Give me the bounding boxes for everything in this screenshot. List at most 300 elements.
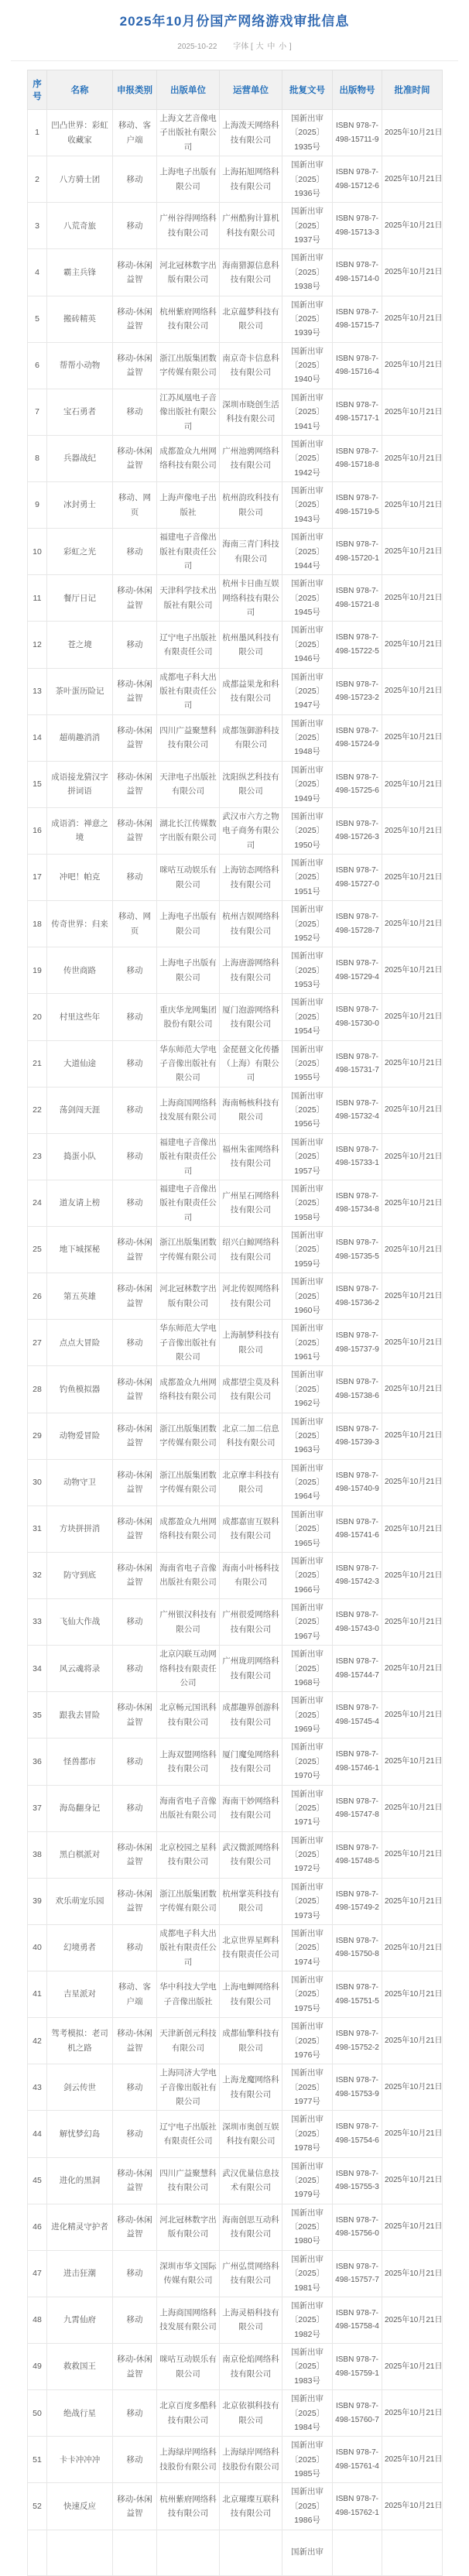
cell-publisher: 深圳市华文国际传媒有限公司 — [157, 2250, 220, 2297]
cell-approval-date: 2025年10月21日 — [382, 1646, 443, 1692]
cell-isbn: ISBN 978-7-498-15746-1 — [333, 1738, 382, 1785]
cell-approval-number: 国新出审〔2025〕1979号 — [282, 2157, 333, 2204]
cell-game-name: 彩虹之光 — [47, 529, 113, 575]
cell-approval-date: 2025年10月21日 — [382, 575, 443, 622]
cell-game-name: 防守到底 — [47, 1552, 113, 1598]
cell-operator — [220, 2530, 282, 2575]
cell-isbn: ISBN 978-7-498-15724-9 — [333, 714, 382, 761]
cell-publisher: 北京校园之星科技有限公司 — [157, 1831, 220, 1878]
cell-isbn: ISBN 978-7-498-15738-6 — [333, 1366, 382, 1413]
cell-approval-date: 2025年10月21日 — [382, 714, 443, 761]
cell-operator: 上海唐游网络科技有限公司 — [220, 947, 282, 994]
cell-game-name: 冲吧！帕克 — [47, 855, 113, 901]
cell-approval-number: 国新出审〔2025〕1964号 — [282, 1459, 333, 1506]
cell-approval-number: 国新出审〔2025〕1941号 — [282, 389, 333, 435]
cell-publisher: 广州谷得网络科技有限公司 — [157, 203, 220, 249]
cell-approval-date: 2025年10月21日 — [382, 1133, 443, 1180]
bracket-open: [ — [251, 43, 253, 51]
cell-index: 50 — [28, 2390, 47, 2437]
cell-operator: 成都望尘莫及科技有限公司 — [220, 1366, 282, 1413]
cell-approval-number: 国新出审〔2025〕1961号 — [282, 1320, 333, 1366]
cell-publisher: 河北冠林数字出版有限公司 — [157, 2204, 220, 2250]
header-index: 序号 — [28, 70, 47, 110]
cell-operator: 海南小叶杨科技有限公司 — [220, 1552, 282, 1598]
cell-operator: 杭州吉娱网络科技有限公司 — [220, 901, 282, 947]
cell-publisher: 河北冠林数字出版有限公司 — [157, 1273, 220, 1320]
cell-approval-number: 国新出审〔2025〕1965号 — [282, 1506, 333, 1552]
table-row — [28, 2297, 443, 2343]
cell-index: 52 — [28, 2483, 47, 2530]
cell-operator: 上海制梦科技有限公司 — [220, 1320, 282, 1366]
cell-isbn: ISBN 978-7-498-15761-4 — [333, 2437, 382, 2483]
cell-index: 26 — [28, 1273, 47, 1320]
cell-publisher: 成都盈众九州网络科技有限公司 — [157, 435, 220, 481]
cell-isbn: ISBN 978-7-498-15745-4 — [333, 1692, 382, 1738]
table-row — [28, 622, 443, 668]
cell-category: 移动-休闲益智 — [113, 807, 157, 854]
cell-index: 39 — [28, 1878, 47, 1924]
cell-approval-number: 国新出审〔2025〕1942号 — [282, 435, 333, 481]
cell-approval-number: 国新出审〔2025〕1953号 — [282, 947, 333, 994]
cell-category: 移动-休闲益智 — [113, 1366, 157, 1413]
cell-category: 移动-休闲益智 — [113, 2483, 157, 2530]
table-row — [28, 994, 443, 1040]
cell-isbn: ISBN 978-7-498-15757-7 — [333, 2250, 382, 2297]
table-row — [28, 1552, 443, 1598]
cell-operator: 海南三青门科技有限公司 — [220, 529, 282, 575]
table-row — [28, 1738, 443, 1785]
cell-game-name: 幻境勇者 — [47, 1924, 113, 1971]
cell-approval-number: 国新出审〔2025〕1966号 — [282, 1552, 333, 1598]
cell-operator: 金琵琶文化传播（上海）有限公司 — [220, 1040, 282, 1087]
cell-publisher: 浙江出版集团数字传媒有限公司 — [157, 1878, 220, 1924]
cell-category: 移动 — [113, 1646, 157, 1692]
cell-isbn: ISBN 978-7-498-15741-6 — [333, 1506, 382, 1552]
cell-approval-date: 2025年10月21日 — [382, 389, 443, 435]
cell-isbn: ISBN 978-7-498-15735-5 — [333, 1227, 382, 1273]
table-row — [28, 1785, 443, 1831]
cell-game-name: 飞仙大作战 — [47, 1599, 113, 1646]
cell-index: 42 — [28, 2018, 47, 2064]
cell-publisher: 北京畅元国讯科技有限公司 — [157, 1692, 220, 1738]
cell-operator: 北京依祺科技有限公司 — [220, 2390, 282, 2437]
cell-publisher: 辽宁电子出版社有限责任公司 — [157, 622, 220, 668]
table-row — [28, 714, 443, 761]
cell-index: 4 — [28, 249, 47, 296]
cell-isbn: ISBN 978-7-498-15732-4 — [333, 1087, 382, 1133]
cell-operator: 福州朱雀网络科技有限公司 — [220, 1133, 282, 1180]
cell-index: 37 — [28, 1785, 47, 1831]
cell-approval-number: 国新出审〔2025〕1976号 — [282, 2018, 333, 2064]
cell-approval-number: 国新出审〔2025〕1977号 — [282, 2064, 333, 2111]
cell-operator: 河北传娱网络科技有限公司 — [220, 1273, 282, 1320]
cell-category: 移动 — [113, 2111, 157, 2157]
cell-isbn: ISBN 978-7-498-15736-2 — [333, 1273, 382, 1320]
cell-approval-number: 国新出审〔2025〕1952号 — [282, 901, 333, 947]
cell-publisher: 广州银汉科技有限公司 — [157, 1599, 220, 1646]
cell-approval-date: 2025年10月21日 — [382, 110, 443, 156]
cell-approval-number: 国新出审〔2025〕1950号 — [282, 807, 333, 854]
cell-approval-number: 国新出审〔2025〕1978号 — [282, 2111, 333, 2157]
publish-date: 2025-10-22 — [177, 43, 217, 51]
cell-operator: 广州星石网络科技有限公司 — [220, 1180, 282, 1226]
cell-approval-date: 2025年10月21日 — [382, 1785, 443, 1831]
cell-category: 移动、客户端 — [113, 1971, 157, 2018]
cell-index: 48 — [28, 2297, 47, 2343]
cell-isbn: ISBN 978-7-498-15747-8 — [333, 1785, 382, 1831]
cell-publisher: 上海双盟网络科技有限公司 — [157, 1738, 220, 1785]
cell-approval-number: 国新出审〔2025〕1985号 — [282, 2437, 333, 2483]
cell-isbn: ISBN 978-7-498-15758-4 — [333, 2297, 382, 2343]
cell-isbn: ISBN 978-7-498-15739-3 — [333, 1413, 382, 1459]
cell-index: 47 — [28, 2250, 47, 2297]
cell-index: 1 — [28, 110, 47, 156]
approval-table — [27, 70, 443, 2576]
cell-category: 移动 — [113, 994, 157, 1040]
cell-publisher: 上海商国网络科技发展有限公司 — [157, 2297, 220, 2343]
cell-approval-number: 国新出审〔2025〕1983号 — [282, 2344, 333, 2390]
cell-isbn: ISBN 978-7-498-15716-4 — [333, 342, 382, 389]
cell-approval-number: 国新出审〔2025〕1943号 — [282, 482, 333, 529]
cell-approval-date: 2025年10月21日 — [382, 1738, 443, 1785]
cell-operator: 北京蕴梦科技有限公司 — [220, 296, 282, 342]
cell-game-name: 怪兽都市 — [47, 1738, 113, 1785]
cell-index: 38 — [28, 1831, 47, 1878]
cell-isbn: ISBN 978-7-498-15715-7 — [333, 296, 382, 342]
cell-approval-number: 国新出审〔2025〕1982号 — [282, 2297, 333, 2343]
table-row — [28, 1273, 443, 1320]
cell-game-name: 八荒奇旅 — [47, 203, 113, 249]
cell-operator: 北京璀璨互联科技有限公司 — [220, 2483, 282, 2530]
cell-operator: 北京二加二信息科技有限公司 — [220, 1413, 282, 1459]
cell-approval-date: 2025年10月21日 — [382, 1692, 443, 1738]
cell-isbn: ISBN 978-7-498-15718-8 — [333, 435, 382, 481]
cell-isbn: ISBN 978-7-498-15711-9 — [333, 110, 382, 156]
cell-operator: 海南猎源信息科技有限公司 — [220, 249, 282, 296]
cell-index: 21 — [28, 1040, 47, 1087]
cell-index: 9 — [28, 482, 47, 529]
cell-isbn: ISBN 978-7-498-15737-9 — [333, 1320, 382, 1366]
cell-approval-number: 国新出审〔2025〕1980号 — [282, 2204, 333, 2250]
cell-category: 移动-休闲益智 — [113, 1459, 157, 1506]
cell-publisher: 四川广益聚慧科技有限公司 — [157, 2157, 220, 2204]
font-size-small[interactable]: 小 — [279, 43, 287, 51]
cell-category: 移动 — [113, 1599, 157, 1646]
cell-isbn: ISBN 978-7-498-15744-7 — [333, 1646, 382, 1692]
cell-category: 移动-休闲益智 — [113, 2018, 157, 2064]
table-row — [28, 1831, 443, 1878]
cell-isbn: ISBN 978-7-498-15754-6 — [333, 2111, 382, 2157]
cell-index: 2 — [28, 156, 47, 203]
cell-publisher: 海南省电子音像出版社有限公司 — [157, 1785, 220, 1831]
cell-operator: 成都瓴御游科技有限公司 — [220, 714, 282, 761]
cell-game-name: 宝石勇者 — [47, 389, 113, 435]
cell-approval-number: 国新出审〔2025〕1975号 — [282, 1971, 333, 2018]
cell-index: 44 — [28, 2111, 47, 2157]
cell-game-name: 快速反应 — [47, 2483, 113, 2530]
cell-category: 移动 — [113, 1087, 157, 1133]
table-row — [28, 947, 443, 994]
table-row — [28, 249, 443, 296]
cell-isbn: ISBN 978-7-498-15748-5 — [333, 1831, 382, 1878]
cell-index: 18 — [28, 901, 47, 947]
cell-publisher: 天津电子出版社有限公司 — [157, 761, 220, 807]
cell-isbn: ISBN 978-7-498-15730-0 — [333, 994, 382, 1040]
cell-index: 35 — [28, 1692, 47, 1738]
cell-game-name: 绝战行星 — [47, 2390, 113, 2437]
cell-category: 移动-休闲益智 — [113, 1692, 157, 1738]
cell-game-name: 八方骑士团 — [47, 156, 113, 203]
cell-operator: 上海电蝉网络科技有限公司 — [220, 1971, 282, 2018]
cell-approval-number: 国新出审〔2025〕1956号 — [282, 1087, 333, 1133]
table-row — [28, 1087, 443, 1133]
cell-category: 移动-休闲益智 — [113, 1413, 157, 1459]
cell-operator: 绍兴白鲸网络科技有限公司 — [220, 1227, 282, 1273]
cell-approval-number: 国新出审〔2025〕1937号 — [282, 203, 333, 249]
table-row — [28, 1320, 443, 1366]
cell-category: 移动-休闲益智 — [113, 1552, 157, 1598]
cell-approval-number: 国新出审〔2025〕1972号 — [282, 1831, 333, 1878]
cell-isbn: ISBN 978-7-498-15756-0 — [333, 2204, 382, 2250]
cell-isbn: ISBN 978-7-498-15733-1 — [333, 1133, 382, 1180]
cell-publisher: 湖北长江传媒数字出版有限公司 — [157, 807, 220, 854]
cell-game-name: 传奇世界：归来 — [47, 901, 113, 947]
cell-game-name: 霸主兵锋 — [47, 249, 113, 296]
cell-publisher: 成都电子科大出版社有限责任公司 — [157, 668, 220, 714]
cell-game-name: 冰封勇士 — [47, 482, 113, 529]
cell-publisher: 北京闪联互动网络科技有限责任公司 — [157, 1646, 220, 1692]
table-row — [28, 2250, 443, 2297]
cell-isbn: ISBN 978-7-498-15734-8 — [333, 1180, 382, 1226]
cell-isbn: ISBN 978-7-498-15743-0 — [333, 1599, 382, 1646]
cell-operator: 深圳市晓创生活科技有限公司 — [220, 389, 282, 435]
cell-approval-number: 国新出审〔2025〕1957号 — [282, 1133, 333, 1180]
cell-category: 移动、客户端 — [113, 110, 157, 156]
cell-category — [113, 2530, 157, 2575]
cell-index: 17 — [28, 855, 47, 901]
table-row — [28, 529, 443, 575]
cell-operator: 广州池骋网络科技有限公司 — [220, 435, 282, 481]
cell-category: 移动 — [113, 622, 157, 668]
cell-isbn: ISBN 978-7-498-15720-1 — [333, 529, 382, 575]
cell-category: 移动-休闲益智 — [113, 1878, 157, 1924]
cell-approval-date: 2025年10月21日 — [382, 156, 443, 203]
cell-index: 31 — [28, 1506, 47, 1552]
cell-index: 13 — [28, 668, 47, 714]
cell-category: 移动、网页 — [113, 482, 157, 529]
cell-isbn: ISBN 978-7-498-15727-0 — [333, 855, 382, 901]
cell-isbn: ISBN 978-7-498-15762-1 — [333, 2483, 382, 2530]
cell-game-name: 村里这些年 — [47, 994, 113, 1040]
cell-approval-number: 国新出审〔2025〕1944号 — [282, 529, 333, 575]
cell-category: 移动-休闲益智 — [113, 714, 157, 761]
cell-index: 32 — [28, 1552, 47, 1598]
cell-operator: 武汉微派网络科技有限公司 — [220, 1831, 282, 1878]
cell-approval-number: 国新出审〔2025〕1984号 — [282, 2390, 333, 2437]
cell-category: 移动 — [113, 2297, 157, 2343]
cell-operator: 沈阳纵艺科技有限公司 — [220, 761, 282, 807]
cell-approval-date: 2025年10月21日 — [382, 1599, 443, 1646]
cell-publisher: 成都电子科大出版社有限责任公司 — [157, 1924, 220, 1971]
cell-isbn — [333, 2530, 382, 2575]
cell-game-name: 动物爱冒险 — [47, 1413, 113, 1459]
cell-operator: 成都仙擎科技有限公司 — [220, 2018, 282, 2064]
cell-publisher: 重庆华龙网集团股份有限公司 — [157, 994, 220, 1040]
cell-game-name: 欢乐萌宠乐园 — [47, 1878, 113, 1924]
table-row — [28, 761, 443, 807]
cell-game-name: 卡卡冲冲冲 — [47, 2437, 113, 2483]
cell-approval-number: 国新出审〔2025〕1971号 — [282, 1785, 333, 1831]
cell-approval-date: 2025年10月21日 — [382, 296, 443, 342]
table-row — [28, 2111, 443, 2157]
cell-operator: 上海灵梧科技有限公司 — [220, 2297, 282, 2343]
table-row — [28, 2483, 443, 2530]
cell-publisher: 成都盈众九州网络科技有限公司 — [157, 1366, 220, 1413]
cell-approval-number: 国新出审〔2025〕1962号 — [282, 1366, 333, 1413]
cell-approval-number: 国新出审〔2025〕1969号 — [282, 1692, 333, 1738]
page-title: 2025年10月份国产网络游戏审批信息 — [119, 14, 350, 29]
cell-isbn: ISBN 978-7-498-15726-3 — [333, 807, 382, 854]
cell-category: 移动 — [113, 2064, 157, 2111]
page-header — [11, 0, 458, 61]
cell-approval-date: 2025年10月21日 — [382, 1227, 443, 1273]
cell-operator: 广州很爱网络科技有限公司 — [220, 1599, 282, 1646]
cell-category: 移动 — [113, 203, 157, 249]
cell-approval-date: 2025年10月21日 — [382, 2390, 443, 2437]
table-row — [28, 203, 443, 249]
cell-approval-number: 国新出审〔2025〕1940号 — [282, 342, 333, 389]
cell-game-name: 海岛翻身记 — [47, 1785, 113, 1831]
cell-operator: 南京奇卡信息科技有限公司 — [220, 342, 282, 389]
cell-operator: 杭州掌英科技有限公司 — [220, 1878, 282, 1924]
table-row — [28, 1227, 443, 1273]
cell-approval-date: 2025年10月21日 — [382, 1831, 443, 1878]
cell-approval-number: 国新出审〔2025〕1986号 — [282, 2483, 333, 2530]
cell-isbn: ISBN 978-7-498-15722-5 — [333, 622, 382, 668]
cell-game-name: 苍之境 — [47, 622, 113, 668]
cell-publisher: 华东师范大学电子音像出版社有限公司 — [157, 1040, 220, 1087]
cell-operator: 厦门泡游网络科技有限公司 — [220, 994, 282, 1040]
cell-publisher: 浙江出版集团数字传媒有限公司 — [157, 1413, 220, 1459]
cell-isbn: ISBN 978-7-498-15749-2 — [333, 1878, 382, 1924]
cell-category: 移动-休闲益智 — [113, 435, 157, 481]
cell-approval-number: 国新出审〔2025〕1935号 — [282, 110, 333, 156]
cell-operator: 武汉优量信息技术有限公司 — [220, 2157, 282, 2204]
cell-approval-date: 2025年10月21日 — [382, 2111, 443, 2157]
cell-index: 46 — [28, 2204, 47, 2250]
cell-publisher: 福建电子音像出版社有限责任公司 — [157, 1133, 220, 1180]
cell-publisher: 天津新创元科技有限公司 — [157, 2018, 220, 2064]
bracket-close: ] — [289, 43, 292, 51]
cell-category: 移动-休闲益智 — [113, 1273, 157, 1320]
cell-index: 30 — [28, 1459, 47, 1506]
cell-index — [28, 2530, 47, 2575]
cell-publisher: 上海声像电子出版社 — [157, 482, 220, 529]
cell-isbn: ISBN 978-7-498-15731-7 — [333, 1040, 382, 1087]
font-size-large[interactable]: 大 — [255, 43, 264, 51]
table-row — [28, 855, 443, 901]
table-row — [28, 156, 443, 203]
cell-approval-date: 2025年10月21日 — [382, 2483, 443, 2530]
table-row — [28, 1692, 443, 1738]
cell-category: 移动 — [113, 2437, 157, 2483]
cell-approval-number: 国新出审 — [282, 2530, 333, 2575]
cell-game-name: 黑白棋派对 — [47, 1831, 113, 1878]
cell-publisher: 上海电子出版有限公司 — [157, 901, 220, 947]
cell-operator: 成都益果龙和科技有限公司 — [220, 668, 282, 714]
cell-approval-number: 国新出审〔2025〕1963号 — [282, 1413, 333, 1459]
cell-game-name: 传世商路 — [47, 947, 113, 994]
cell-isbn: ISBN 978-7-498-15725-6 — [333, 761, 382, 807]
table-row — [28, 901, 443, 947]
cell-isbn: ISBN 978-7-498-15713-3 — [333, 203, 382, 249]
table-row — [28, 1924, 443, 1971]
cell-approval-date: 2025年10月21日 — [382, 1971, 443, 2018]
cell-game-name: 进化的黑洞 — [47, 2157, 113, 2204]
cell-approval-date: 2025年10月21日 — [382, 482, 443, 529]
cell-isbn: ISBN 978-7-498-15719-5 — [333, 482, 382, 529]
cell-index: 45 — [28, 2157, 47, 2204]
header-approval-date: 批准时间 — [382, 70, 443, 110]
table-body — [28, 110, 443, 2576]
cell-operator: 广州弘贯网络科技有限公司 — [220, 2250, 282, 2297]
cell-index: 12 — [28, 622, 47, 668]
cell-publisher: 上海文艺音像电子出版社有限公司 — [157, 110, 220, 156]
cell-category: 移动 — [113, 156, 157, 203]
cell-isbn: ISBN 978-7-498-15728-7 — [333, 901, 382, 947]
cell-isbn: ISBN 978-7-498-15759-1 — [333, 2344, 382, 2390]
cell-approval-date: 2025年10月21日 — [382, 901, 443, 947]
cell-approval-number: 国新出审〔2025〕1968号 — [282, 1646, 333, 1692]
cell-operator: 杭州墨风科技有限公司 — [220, 622, 282, 668]
cell-game-name: 搬砖精英 — [47, 296, 113, 342]
cell-approval-number: 国新出审〔2025〕1936号 — [282, 156, 333, 203]
table-row — [28, 1366, 443, 1413]
cell-approval-date: 2025年10月21日 — [382, 2297, 443, 2343]
cell-category: 移动-休闲益智 — [113, 249, 157, 296]
cell-category: 移动-休闲益智 — [113, 761, 157, 807]
table-row — [28, 296, 443, 342]
cell-approval-date: 2025年10月21日 — [382, 203, 443, 249]
font-size-medium[interactable]: 中 — [267, 43, 276, 51]
cell-publisher: 浙江出版集团数字传媒有限公司 — [157, 1227, 220, 1273]
cell-game-name: 解忧梦幻岛 — [47, 2111, 113, 2157]
cell-game-name: 剑云传世 — [47, 2064, 113, 2111]
cell-publisher: 成都盈众九州网络科技有限公司 — [157, 1506, 220, 1552]
cell-index: 36 — [28, 1738, 47, 1785]
cell-approval-number: 国新出审〔2025〕1947号 — [282, 668, 333, 714]
cell-game-name: 方块拼拼消 — [47, 1506, 113, 1552]
cell-isbn: ISBN 978-7-498-15721-8 — [333, 575, 382, 622]
cell-game-name: 大道仙途 — [47, 1040, 113, 1087]
cell-approval-date: 2025年10月21日 — [382, 2157, 443, 2204]
cell-game-name: 点点大冒险 — [47, 1320, 113, 1366]
cell-approval-date: 2025年10月21日 — [382, 807, 443, 854]
table-row — [28, 807, 443, 854]
table-row — [28, 1878, 443, 1924]
cell-operator: 南京伦焰网络科技有限公司 — [220, 2344, 282, 2390]
cell-index: 34 — [28, 1646, 47, 1692]
cell-category: 移动 — [113, 2390, 157, 2437]
cell-game-name: 成语接龙猜汉字拼词语 — [47, 761, 113, 807]
table-row — [28, 1413, 443, 1459]
cell-operator: 海南畅核科技有限公司 — [220, 1087, 282, 1133]
cell-publisher: 海南省电子音像出版社有限公司 — [157, 1552, 220, 1598]
cell-approval-date: 2025年10月21日 — [382, 994, 443, 1040]
table-row — [28, 2204, 443, 2250]
cell-publisher: 四川广益聚慧科技有限公司 — [157, 714, 220, 761]
table-row — [28, 2530, 443, 2575]
